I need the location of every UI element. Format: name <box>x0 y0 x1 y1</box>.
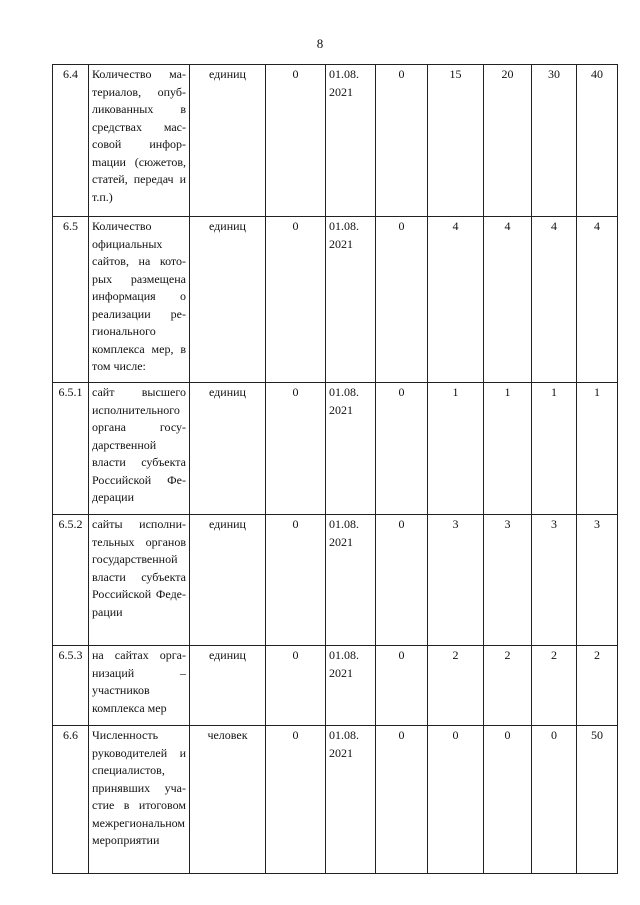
indicator-name: на сайтах организаций – участников комплекса мер <box>89 646 190 726</box>
base-value-cell: 0 <box>266 65 326 217</box>
row-number: 6.6 <box>53 726 89 874</box>
row-number: 6.4 <box>53 65 89 217</box>
base-value-cell: 0 <box>266 383 326 515</box>
indicator-name: сайты исполнительных органов государственной власти субъекта Российской Федерации <box>89 515 190 646</box>
indicators-table <box>52 64 618 874</box>
value-cell: 1 <box>484 383 532 515</box>
base-date-cell: 01.08. 2021 <box>326 383 376 515</box>
row-number: 6.5 <box>53 217 89 383</box>
value-cell: 1 <box>577 383 618 515</box>
value-cell: 2 <box>428 646 484 726</box>
base-value-cell: 0 <box>266 726 326 874</box>
base-date-cell: 01.08. 2021 <box>326 646 376 726</box>
table-row <box>53 65 618 217</box>
row-number: 6.5.2 <box>53 515 89 646</box>
indicator-name: Количество официальных сайтов, на которых размещена информация о реализации регионального комплекса мер, в том числе: <box>89 217 190 383</box>
unit-cell: единиц <box>190 65 266 217</box>
value-cell: 1 <box>428 383 484 515</box>
unit-cell: единиц <box>190 646 266 726</box>
indicator-name: сайт высшего исполнительного органа государственной власти субъекта Российской Федерации <box>89 383 190 515</box>
value-cell: 0 <box>376 726 428 874</box>
value-cell: 4 <box>428 217 484 383</box>
unit-cell: единиц <box>190 383 266 515</box>
value-cell: 4 <box>484 217 532 383</box>
table-row <box>53 217 618 383</box>
value-cell: 3 <box>577 515 618 646</box>
unit-cell: единиц <box>190 217 266 383</box>
value-cell: 0 <box>376 217 428 383</box>
row-number: 6.5.3 <box>53 646 89 726</box>
base-value-cell: 0 <box>266 646 326 726</box>
row-number: 6.5.1 <box>53 383 89 515</box>
value-cell: 20 <box>484 65 532 217</box>
value-cell: 0 <box>376 646 428 726</box>
value-cell: 0 <box>376 65 428 217</box>
value-cell: 50 <box>577 726 618 874</box>
value-cell: 0 <box>376 383 428 515</box>
value-cell: 0 <box>484 726 532 874</box>
value-cell: 2 <box>484 646 532 726</box>
table-row <box>53 726 618 874</box>
value-cell: 30 <box>532 65 577 217</box>
value-cell: 1 <box>532 383 577 515</box>
base-date-cell: 01.08. 2021 <box>326 515 376 646</box>
value-cell: 40 <box>577 65 618 217</box>
page-number: 8 <box>316 36 324 51</box>
value-cell: 3 <box>428 515 484 646</box>
value-cell: 2 <box>532 646 577 726</box>
value-cell: 0 <box>532 726 577 874</box>
value-cell: 0 <box>428 726 484 874</box>
indicator-name: Численность руководителей и специалистов, принявших участие в итоговом межрегиональном мероприятии <box>89 726 190 874</box>
base-date-cell: 01.08. 2021 <box>326 726 376 874</box>
base-date-cell: 01.08. 2021 <box>326 65 376 217</box>
value-cell: 0 <box>376 515 428 646</box>
value-cell: 15 <box>428 65 484 217</box>
unit-cell: единиц <box>190 515 266 646</box>
value-cell: 4 <box>577 217 618 383</box>
base-value-cell: 0 <box>266 515 326 646</box>
table-row <box>53 383 618 515</box>
base-date-cell: 01.08. 2021 <box>326 217 376 383</box>
unit-cell: человек <box>190 726 266 874</box>
indicator-name: Количество материалов, опубликованных в средствах массовой инфорmации (сюжетов, статей, передач и т.п.) <box>89 65 190 217</box>
table-row <box>53 515 618 646</box>
value-cell: 2 <box>577 646 618 726</box>
value-cell: 3 <box>532 515 577 646</box>
base-value-cell: 0 <box>266 217 326 383</box>
value-cell: 4 <box>532 217 577 383</box>
value-cell: 3 <box>484 515 532 646</box>
table-row <box>53 646 618 726</box>
